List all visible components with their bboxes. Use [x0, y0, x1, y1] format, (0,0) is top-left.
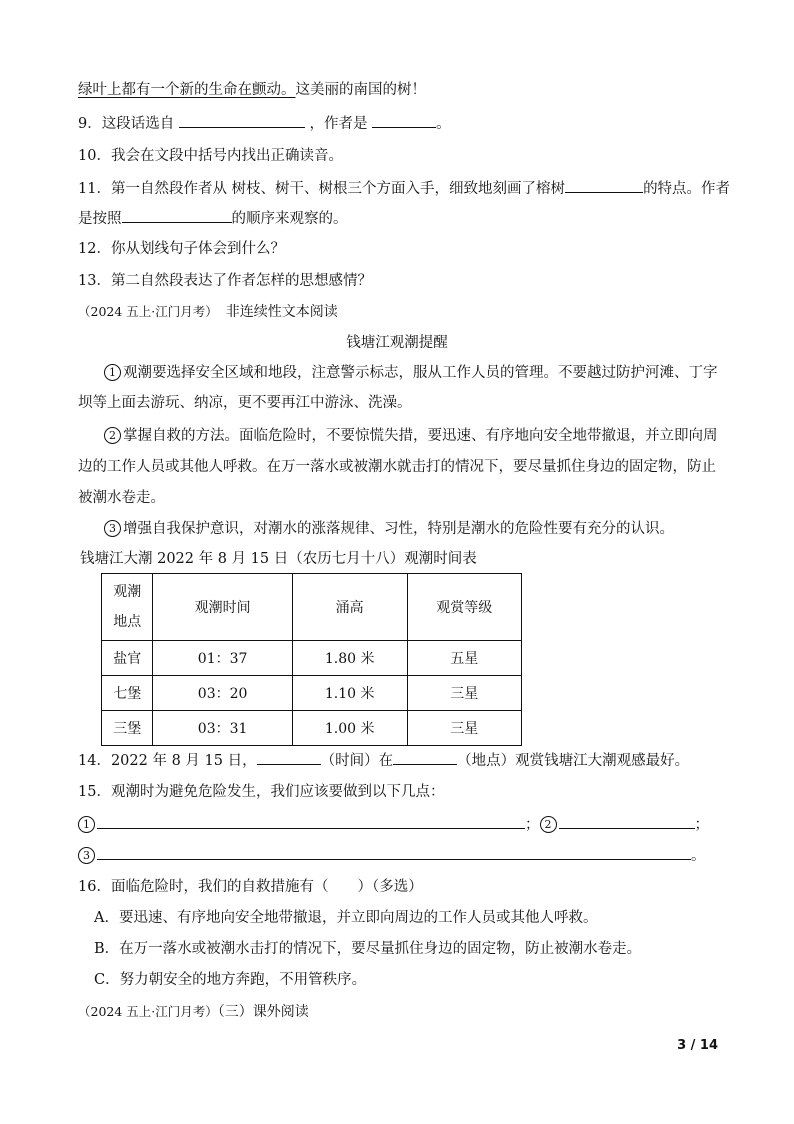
- table-row: [102, 676, 522, 711]
- tide-time-table: [101, 573, 522, 746]
- q15-blank-1[interactable]: [97, 814, 525, 829]
- article-title: 钱塘江观潮提醒: [346, 335, 448, 351]
- paragraph-3-line1: [104, 519, 674, 539]
- intro-line: [78, 80, 426, 100]
- header-location-line2: 地点: [113, 614, 142, 630]
- circled-number-2: 2: [540, 816, 557, 833]
- header-grade: 观赏等级: [407, 574, 521, 641]
- cell-time: 03：31: [153, 711, 292, 746]
- q14-text: 14．2022 年 8 月 15 日，: [78, 753, 257, 769]
- page-number: 3 / 14: [677, 1038, 718, 1053]
- para1-line1-text: 观潮要选择安全区域和地段，注意警示标志，服从工作人员的管理。不要越过防护河滩、丁字: [123, 365, 718, 381]
- q11-text: 11．第一自然段作者从 树枝、树干、树根三个方面入手，细致地刻画了榕树: [78, 181, 566, 197]
- paragraph-2-line1: [104, 426, 718, 446]
- q9-blank-source[interactable]: [179, 113, 305, 128]
- circled-number-1: 1: [104, 364, 121, 381]
- circled-number-1: 1: [78, 816, 95, 833]
- header-time: 观潮时间: [153, 574, 292, 641]
- question-9: [78, 113, 451, 134]
- table-row: [102, 711, 522, 746]
- question-10: 10．我会在文段中括号内找出正确读音。: [78, 148, 343, 164]
- section2-label: （三）课外阅读: [217, 1004, 309, 1020]
- q11-line2-after: 的顺序来观察的。: [231, 211, 348, 227]
- header-height: 涌高: [292, 574, 407, 641]
- q11-after: 的特点。作者: [643, 181, 731, 197]
- section1-source: （2024 五上·江门月考）: [78, 304, 218, 319]
- circled-number-3: 3: [78, 847, 95, 864]
- q15-blank-3[interactable]: [97, 845, 691, 860]
- cell-location: 七堡: [102, 676, 153, 711]
- q15-sep-1: ；: [525, 817, 540, 833]
- cell-time: 01：37: [153, 641, 292, 676]
- header-location: [102, 574, 153, 641]
- cell-time: 03：20: [153, 676, 292, 711]
- table-header-row: [102, 574, 522, 641]
- circled-number-2: 2: [104, 427, 121, 444]
- q9-blank-author[interactable]: [372, 113, 436, 128]
- intro-rest: 这美丽的南国的树！: [295, 82, 426, 98]
- question-11-line1: [78, 178, 730, 199]
- paragraph-2-line2: 边的工作人员或其他人呼救。在万一落水或被潮水就击打的情况下，要尽量抓住身边的固定物，防止: [78, 459, 716, 475]
- q11-blank-order[interactable]: [122, 208, 232, 223]
- question-11-line2: [78, 208, 348, 229]
- q15-answer-line-3: [78, 845, 706, 866]
- q16-option-a[interactable]: A．要迅速、有序地向安全地带撤退，并立即向周边的工作人员或其他人呼救。: [94, 910, 598, 926]
- q15-blank-2[interactable]: [559, 814, 695, 829]
- q11-line2-text: 是按照: [78, 211, 122, 227]
- q9-end: 。: [436, 116, 451, 132]
- table-caption: 钱塘江大潮 2022 年 8 月 15 日（农历七月十八）观潮时间表: [80, 551, 477, 567]
- q16-option-b[interactable]: B．在万一落水或被潮水击打的情况下，要尽量抓住身边的固定物，防止被潮水卷走。: [94, 941, 642, 957]
- underlined-sentence: 绿叶上都有一个新的生命在颤动。: [78, 82, 296, 98]
- q14-end: （地点）观赏钱塘江大潮观感最好。: [457, 753, 690, 769]
- section1-label: 非连续性文本阅读: [225, 304, 338, 320]
- cell-height: 1.00 米: [292, 711, 407, 746]
- question-15: 15．观潮时为避免危险发生，我们应该要做到以下几点：: [78, 784, 445, 800]
- section-heading-1: [78, 302, 338, 322]
- cell-location: 盐官: [102, 641, 153, 676]
- cell-height: 1.80 米: [292, 641, 407, 676]
- q14-blank-location[interactable]: [393, 750, 457, 765]
- q9-mid: ，作者是: [309, 116, 368, 132]
- cell-grade: 三星: [407, 676, 521, 711]
- cell-height: 1.10 米: [292, 676, 407, 711]
- q11-blank-feature[interactable]: [565, 178, 643, 193]
- section-heading-2: [78, 1002, 309, 1022]
- question-14: [78, 750, 689, 771]
- paragraph-1-line2: 坝等上面去游玩、纳凉，更不要再江中游泳、洗澡。: [78, 395, 412, 411]
- circled-number-3: 3: [104, 520, 121, 537]
- q9-text: 9．这段话选自: [78, 116, 175, 132]
- question-16: 16．面临危险时，我们的自救措施有（ ）（多选）: [78, 879, 423, 895]
- paragraph-1-line1: [104, 363, 718, 383]
- q15-answer-line-1-2: [78, 814, 709, 835]
- question-13: 13．第二自然段表达了作者怎样的思想感情？: [78, 273, 372, 289]
- q14-blank-time[interactable]: [257, 750, 321, 765]
- cell-grade: 三星: [407, 711, 521, 746]
- q14-mid: （时间）在: [320, 753, 394, 769]
- question-12: 12．你从划线句子体会到什么？: [78, 241, 285, 257]
- table-row: [102, 641, 522, 676]
- header-location-line1: 观潮: [113, 584, 142, 600]
- q15-sep-2: ；: [694, 817, 709, 833]
- para2-line1-text: 掌握自救的方法。面临危险时，不要惊慌失措，要迅速、有序地向安全地带撤退，并立即向周: [123, 428, 718, 444]
- q15-end: 。: [691, 848, 706, 864]
- paragraph-2-line3: 被潮水卷走。: [78, 490, 165, 506]
- cell-grade: 五星: [407, 641, 521, 676]
- section2-source: （2024 五上·江门月考）: [78, 1004, 218, 1019]
- q16-option-c[interactable]: C．努力朝安全的地方奔跑，不用管秩序。: [94, 972, 367, 988]
- cell-location: 三堡: [102, 711, 153, 746]
- para3-line1-text: 增强自我保护意识，对潮水的涨落规律、习性，特别是潮水的危险性要有充分的认识。: [123, 521, 674, 537]
